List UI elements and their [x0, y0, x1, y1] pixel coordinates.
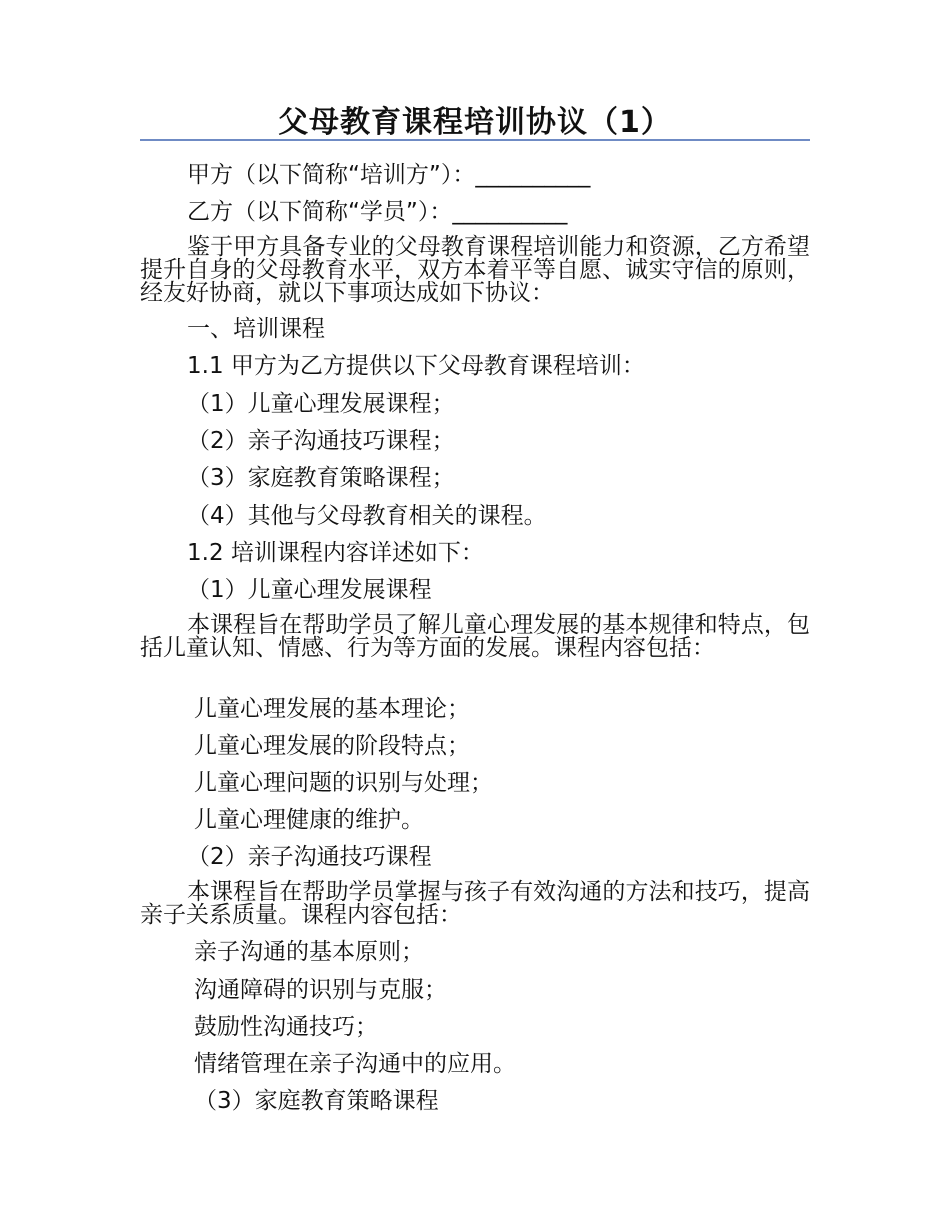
title-underline [140, 139, 810, 141]
course-list-item: （4）其他与父母教育相关的课程。 [187, 503, 547, 529]
clause-1-2: 1.2 培训课程内容详述如下： [187, 540, 484, 566]
document-title: 父母教育课程培训协议（1） [278, 105, 672, 140]
course-list-item: （2）亲子沟通技巧课程； [187, 428, 455, 454]
course2-heading: （2）亲子沟通技巧课程 [187, 844, 432, 870]
course2-content-item: 沟通障碍的识别与克服； [194, 977, 447, 1003]
course2-content-item: 鼓励性沟通技巧； [194, 1014, 378, 1040]
course1-heading: （1）儿童心理发展课程 [187, 577, 432, 603]
course-list-item: （3）家庭教育策略课程； [187, 465, 455, 491]
course2-description: 本课程旨在帮助学员掌握与孩子有效沟通的方法和技巧，提高亲子关系质量。课程内容包括： [140, 879, 810, 928]
clause-1-1: 1.1 甲方为乙方提供以下父母教育课程培训： [187, 353, 645, 379]
course1-content-item: 儿童心理问题的识别与处理； [194, 770, 493, 796]
course1-content-item: 儿童心理健康的维护。 [194, 807, 424, 833]
course3-heading: （3）家庭教育策略课程 [194, 1088, 439, 1114]
course-list-item: （1）儿童心理发展课程； [187, 391, 455, 417]
course1-content-item: 儿童心理发展的基本理论； [194, 696, 470, 722]
party-b-line: 乙方（以下简称“学员”）：__________ [187, 199, 568, 225]
course2-content-item: 情绪管理在亲子沟通中的应用。 [194, 1051, 516, 1077]
course1-description: 本课程旨在帮助学员了解儿童心理发展的基本规律和特点，包括儿童认知、情感、行为等方面的发展。课程内容包括： [140, 612, 810, 661]
party-a-line: 甲方（以下简称“培训方”）：__________ [187, 162, 591, 188]
intro-paragraph: 鉴于甲方具备专业的父母教育课程培训能力和资源，乙方希望提升自身的父母教育水平，双方本着平等自愿、诚实守信的原则，经友好协商，就以下事项达成如下协议： [140, 234, 810, 306]
course2-content-item: 亲子沟通的基本原则； [194, 939, 424, 965]
course1-content-item: 儿童心理发展的阶段特点； [194, 733, 470, 759]
section-heading-training-courses: 一、培训课程 [187, 316, 325, 342]
